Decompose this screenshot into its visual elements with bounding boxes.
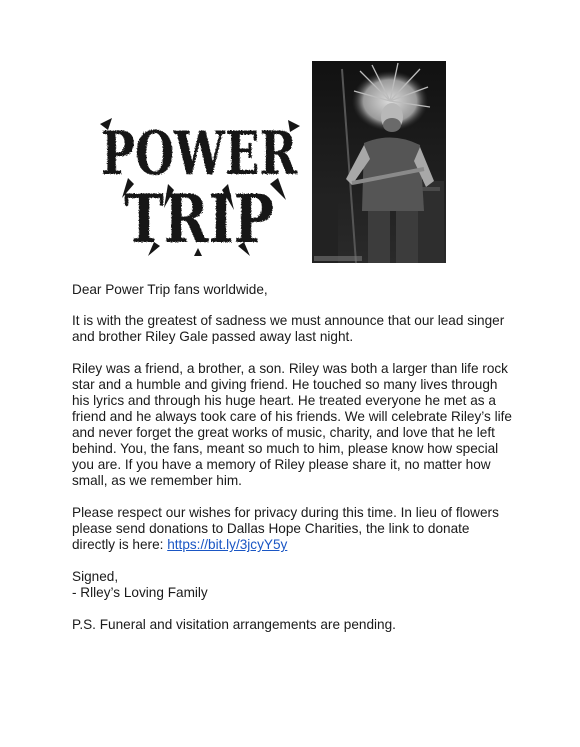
band-logo [98, 118, 300, 256]
band-singer-photo-icon [312, 61, 446, 263]
letter-paragraph-donations [72, 505, 512, 553]
letter-greeting: Dear Power Trip fans worldwide, [72, 282, 268, 297]
donations-text: Please respect our wishes for privacy during this time. In lieu of flowers please send donations to Dallas Hope Charities, the link to donate directly is here: [72, 505, 499, 552]
letter-postscript: P.S. Funeral and visitation arrangements are pending. [72, 617, 396, 632]
letter-paragraph-announcement: It is with the greatest of sadness we must announce that our lead singer and brother Riley Gale passed away last night. [72, 313, 505, 344]
letter-header [0, 0, 580, 270]
signed-label: Signed, [72, 569, 119, 584]
logo-line-trip: TRIP [124, 180, 274, 258]
donation-link[interactable]: https://bit.ly/3jcyY5y [167, 537, 288, 552]
letter-paragraph-tribute: Riley was a friend, a brother, a son. Riley was both a larger than life rock star and a humble and giving friend. He touched so many lives through his lyrics and through his huge heart. He treated everyone he met as a friend and he always took care of his friends. We will celebrate Riley’s life and never forget the great works of music, charity, and love that he left behind. You, the fans, meant so much to him, please know how special you are. If you have a memory of Riley please share it, no matter how small, as we remember him. [72, 361, 512, 488]
logo-line-power: POWER [101, 119, 298, 189]
letter-signature [72, 569, 512, 601]
signed-name: - Rlley’s Loving Family [72, 585, 208, 600]
letter-body [72, 282, 512, 649]
singer-photo [312, 61, 446, 263]
